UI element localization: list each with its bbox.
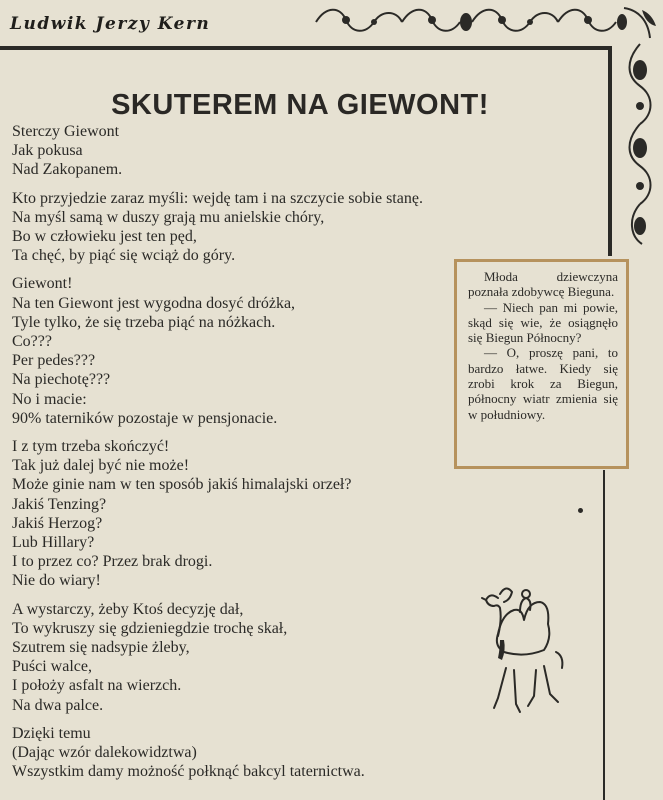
stanza-1	[12, 122, 592, 180]
poem-line: Ta chęć, by piąć się wciąż do góry.	[12, 247, 236, 265]
poem-line: Tyle tylko, że się trzeba piąć na nóżkach.	[12, 313, 276, 331]
poem-line: Giewont!	[12, 275, 73, 293]
floral-ornament-side-icon	[620, 40, 663, 250]
joke-paragraph: — Niech pan mi powie, skąd się wie, że osiągnęło się Biegun Północny?	[468, 299, 618, 346]
poem-line: I położy asfalt na wierzch.	[12, 677, 182, 695]
poem-line: No i macie:	[12, 390, 87, 408]
poem-line: Co???	[12, 333, 52, 351]
poem-line: Jak pokusa	[12, 142, 83, 160]
poem-line: Na ten Giewont jest wygodna dosyć dróżka,	[12, 294, 296, 312]
poem-line: Lub Hillary?	[12, 534, 95, 552]
poem-line: I z tym trzeba skończyć!	[12, 438, 170, 456]
poem-line: Nie do wiary!	[12, 572, 101, 590]
poem-line: Na dwa palce.	[12, 696, 104, 714]
poem-line: Puści walce,	[12, 658, 92, 676]
stanza-6	[12, 724, 592, 782]
poem-line: Wszystkim damy możność połknąć bakcyl taternictwa.	[12, 763, 365, 781]
floral-ornament-top-icon	[312, 0, 663, 44]
stanza-2	[12, 189, 592, 266]
poem-line: I to przez co? Przez brak drogi.	[12, 553, 213, 571]
poem-line: Na piechotę???	[12, 371, 111, 389]
frame-top-line	[0, 46, 612, 50]
poem-line: To wykruszy się gdzieniegdzie trochę skał,	[12, 619, 288, 637]
poem-line: Per pedes???	[12, 352, 96, 370]
joke-box	[454, 259, 629, 469]
poem-line: Może ginie nam w ten sposób jakiś himalajski orzeł?	[12, 476, 352, 494]
poem-line: Dzięki temu	[12, 724, 91, 742]
joke-paragraph: Młoda dziewczyna poznała zdobywcę Bieguna.	[468, 269, 618, 300]
print-speck	[578, 508, 583, 513]
frame-right-line-lower	[603, 470, 605, 800]
camel-icon	[478, 582, 568, 724]
poem-line: 90% taterników pozostaje w pensjonacie.	[12, 409, 278, 427]
poem-line: (Dając wzór dalekowidztwa)	[12, 744, 197, 762]
poem-line: Tak już dalej być nie może!	[12, 457, 190, 475]
author-name: Ludwik Jerzy Kern	[10, 14, 211, 34]
poem-line: Sterczy Giewont	[12, 123, 120, 140]
poem-line: Kto przyjedzie zaraz myśli: wejdę tam i na szczycie sobie stanę.	[12, 189, 423, 207]
frame-right-line	[608, 46, 612, 256]
poem-title: SKUTEREM NA GIEWONT!	[111, 89, 489, 122]
poem-line: Na myśl samą w duszy grają mu anielskie chóry,	[12, 208, 325, 226]
poem-line: A wystarczy, żeby Ktoś decyzję dał,	[12, 600, 244, 618]
joke-paragraph: — O, proszę pani, to bardzo łatwe. Kiedy się zrobi krok za Biegun, północny wiatr zmienia się w południowy.	[468, 345, 618, 422]
poem-line: Jakiś Tenzing?	[12, 495, 107, 513]
poem-line: Nad Zakopanem.	[12, 161, 123, 179]
poem-line: Jakiś Herzog?	[12, 514, 103, 532]
poem-line: Szutrem się nadsypie żleby,	[12, 639, 190, 657]
poem-line: Bo w człowieku jest ten pęd,	[12, 228, 197, 246]
